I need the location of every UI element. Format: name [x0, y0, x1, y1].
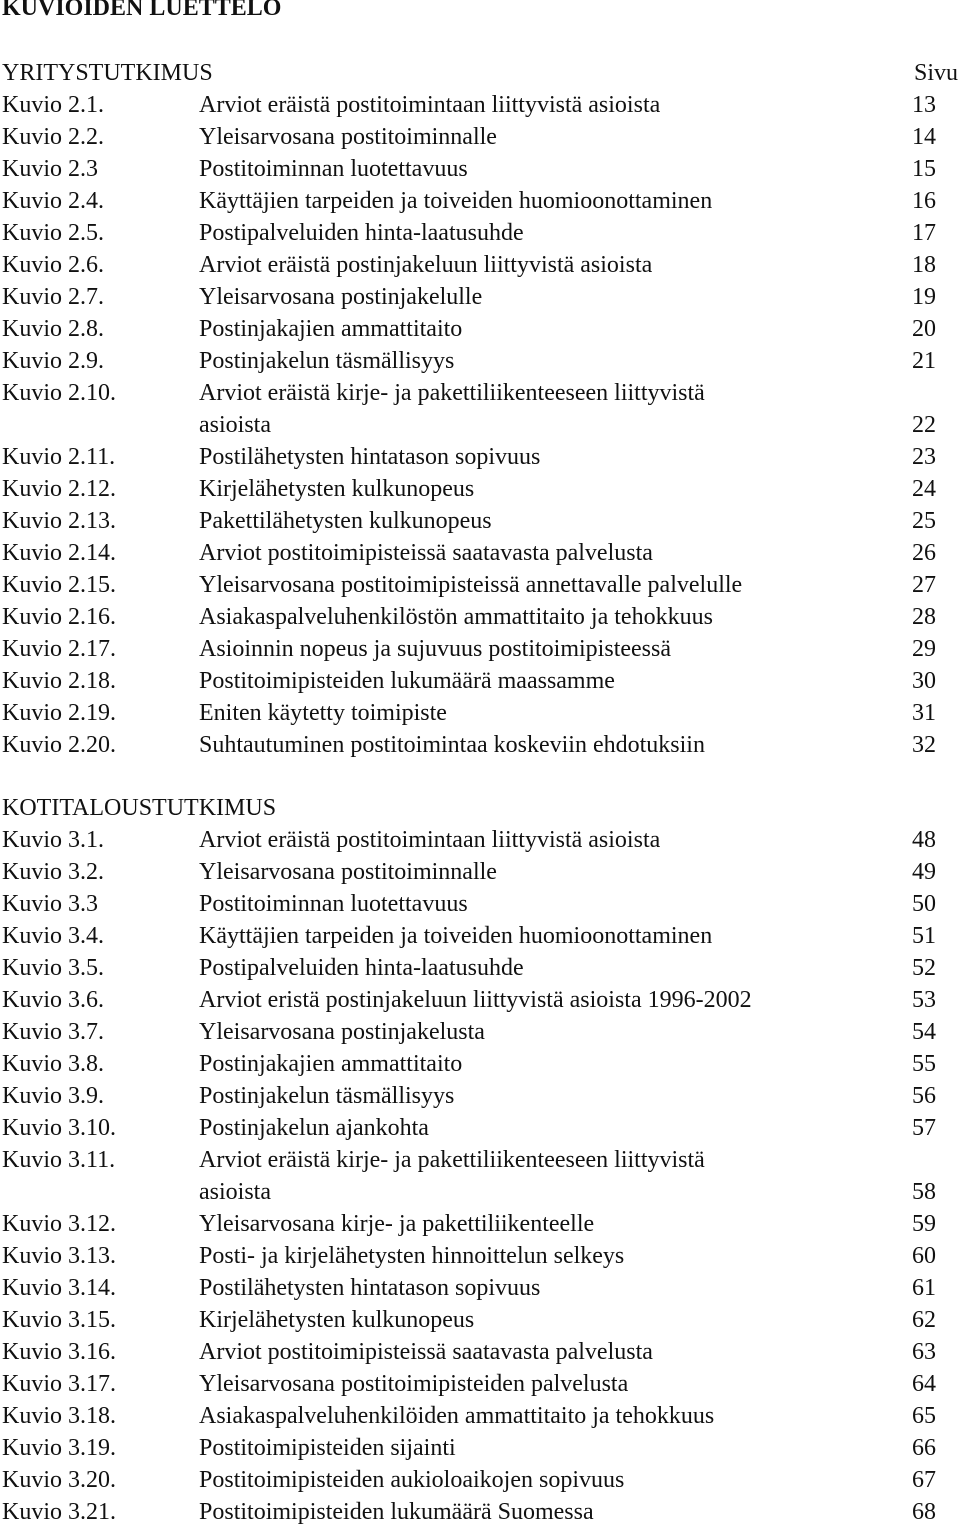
figure-caption: Käyttäjien tarpeiden ja toiveiden huomioonottaminen — [199, 188, 713, 214]
list-item — [0, 920, 960, 952]
figure-label: Kuvio 2.20. — [2, 732, 116, 758]
figure-page: 57 — [912, 1115, 936, 1141]
figure-caption: Postitoimipisteiden lukumäärä maassamme — [199, 668, 615, 694]
figure-label: Kuvio 2.13. — [2, 508, 116, 534]
figure-caption: Arviot postitoimipisteissä saatavasta palvelusta — [199, 1339, 653, 1365]
figure-caption: Postitoimipisteiden sijainti — [199, 1435, 456, 1461]
section-heading: KOTITALOUSTUTKIMUS — [2, 795, 277, 821]
figure-caption: Eniten käytetty toimipiste — [199, 700, 447, 726]
figure-label: Kuvio 3.16. — [2, 1339, 116, 1365]
figure-page: 21 — [912, 348, 936, 374]
figure-page: 51 — [912, 923, 936, 949]
figure-caption: Arviot eristä postinjakeluun liittyvistä asioista 1996-2002 — [199, 987, 752, 1013]
figure-page: 53 — [912, 987, 936, 1013]
figure-page: 54 — [912, 1019, 936, 1045]
figure-caption: Suhtautuminen postitoimintaa koskeviin ehdotuksiin — [199, 732, 705, 758]
figure-caption: Postitoimipisteiden aukioloaikojen sopivuus — [199, 1467, 625, 1493]
list-item — [0, 856, 960, 888]
figure-page: 32 — [912, 732, 936, 758]
figure-caption: Postitoiminnan luotettavuus — [199, 156, 468, 182]
figure-page: 25 — [912, 508, 936, 534]
figure-label: Kuvio 2.7. — [2, 284, 104, 310]
figure-caption: Arviot eräistä postinjakeluun liittyvistä asioista — [199, 252, 653, 278]
figure-caption: Postilähetysten hintatason sopivuus — [199, 1275, 541, 1301]
figure-page: 29 — [912, 636, 936, 662]
figure-label: Kuvio 3.8. — [2, 1051, 104, 1077]
figure-label: Kuvio 3.2. — [2, 859, 104, 885]
figure-label: Kuvio 2.4. — [2, 188, 104, 214]
list-item — [0, 185, 960, 217]
list-item — [0, 153, 960, 185]
figure-page: 64 — [912, 1371, 936, 1397]
figure-page: 27 — [912, 572, 936, 598]
figure-label: Kuvio 3.5. — [2, 955, 104, 981]
list-item — [0, 824, 960, 856]
figure-label: Kuvio 3.15. — [2, 1307, 116, 1333]
figure-label: Kuvio 2.18. — [2, 668, 116, 694]
figure-caption: Postinjakelun täsmällisyys — [199, 348, 455, 374]
figure-caption: Käyttäjien tarpeiden ja toiveiden huomioonottaminen — [199, 923, 713, 949]
figure-page: 60 — [912, 1243, 936, 1269]
figure-label: Kuvio 3.7. — [2, 1019, 104, 1045]
figure-caption: Asiakaspalveluhenkilöiden ammattitaito ja tehokkuus — [199, 1403, 715, 1429]
figure-page: 58 — [912, 1179, 936, 1205]
list-item — [0, 505, 960, 537]
figure-page: 15 — [912, 156, 936, 182]
figure-caption: Yleisarvosana postinjakelulle — [199, 284, 483, 310]
figure-caption: Kirjelähetysten kulkunopeus — [199, 476, 475, 502]
figure-label: Kuvio 2.14. — [2, 540, 116, 566]
figure-caption: Arviot eräistä postitoimintaan liittyvistä asioista — [199, 92, 661, 118]
figure-page: 23 — [912, 444, 936, 470]
figure-label: Kuvio 3.10. — [2, 1115, 116, 1141]
page-column-header: Sivu — [913, 60, 958, 86]
figure-page: 30 — [912, 668, 936, 694]
figure-page: 65 — [912, 1403, 936, 1429]
list-item — [0, 1496, 960, 1528]
figure-label: Kuvio 3.13. — [2, 1243, 116, 1269]
figure-label: Kuvio 2.17. — [2, 636, 116, 662]
list-item — [0, 665, 960, 697]
list-item — [0, 217, 960, 249]
list-item — [0, 377, 960, 409]
figure-caption: Postitoiminnan luotettavuus — [199, 891, 468, 917]
figure-caption: Arviot eräistä kirje- ja pakettiliikenteeseen liittyvistä — [199, 1147, 705, 1173]
figure-page: 13 — [912, 92, 936, 118]
figure-page: 22 — [912, 412, 936, 438]
figure-caption: Postinjakelun ajankohta — [199, 1115, 429, 1141]
list-item — [0, 1336, 960, 1368]
figure-page: 50 — [912, 891, 936, 917]
figure-page: 14 — [912, 124, 936, 150]
figure-caption: Yleisarvosana postitoimipisteissä annettavalle palvelulle — [199, 572, 743, 598]
list-item — [0, 1048, 960, 1080]
list-item — [0, 601, 960, 633]
figure-caption: Kirjelähetysten kulkunopeus — [199, 1307, 475, 1333]
figure-page: 28 — [912, 604, 936, 630]
figure-label: Kuvio 2.8. — [2, 316, 104, 342]
list-item — [0, 121, 960, 153]
figure-page: 49 — [912, 859, 936, 885]
figure-caption-continuation: asioista — [199, 1179, 271, 1205]
figure-page: 55 — [912, 1051, 936, 1077]
list-item — [0, 281, 960, 313]
list-item — [0, 633, 960, 665]
list-item — [0, 1432, 960, 1464]
list-item — [0, 984, 960, 1016]
figure-caption: Postipalveluiden hinta-laatusuhde — [199, 955, 524, 981]
list-item — [0, 537, 960, 569]
figure-caption: Postilähetysten hintatason sopivuus — [199, 444, 541, 470]
figure-label: Kuvio 2.15. — [2, 572, 116, 598]
figure-caption-continuation: asioista — [199, 412, 271, 438]
list-item — [0, 89, 960, 121]
figure-page: 16 — [912, 188, 936, 214]
figure-page: 20 — [912, 316, 936, 342]
figure-page: 61 — [912, 1275, 936, 1301]
list-item — [0, 1144, 960, 1176]
figure-label: Kuvio 3.21. — [2, 1499, 116, 1525]
figure-caption: Arviot eräistä postitoimintaan liittyvistä asioista — [199, 827, 661, 853]
section-header-row — [0, 57, 960, 89]
list-item — [0, 1400, 960, 1432]
figure-caption: Yleisarvosana kirje- ja pakettiliikenteelle — [199, 1211, 595, 1237]
figure-page: 52 — [912, 955, 936, 981]
figure-label: Kuvio 2.12. — [2, 476, 116, 502]
figure-caption: Yleisarvosana postitoiminnalle — [199, 859, 497, 885]
figure-page: 31 — [912, 700, 936, 726]
figure-label: Kuvio 3.12. — [2, 1211, 116, 1237]
list-item — [0, 1272, 960, 1304]
figure-label: Kuvio 3.19. — [2, 1435, 116, 1461]
figure-label: Kuvio 3.4. — [2, 923, 104, 949]
figure-label: Kuvio 2.16. — [2, 604, 116, 630]
list-item — [0, 1464, 960, 1496]
figure-label: Kuvio 2.10. — [2, 380, 116, 406]
figure-page: 19 — [912, 284, 936, 310]
list-item — [0, 1016, 960, 1048]
list-item — [0, 697, 960, 729]
figure-label: Kuvio 3.9. — [2, 1083, 104, 1109]
figure-caption: Asiakaspalveluhenkilöstön ammattitaito ja tehokkuus — [199, 604, 713, 630]
list-item — [0, 441, 960, 473]
figure-page: 17 — [912, 220, 936, 246]
figure-label: Kuvio 3.18. — [2, 1403, 116, 1429]
section-header-row — [0, 792, 960, 824]
figure-caption: Postitoimipisteiden lukumäärä Suomessa — [199, 1499, 594, 1525]
figure-page: 66 — [912, 1435, 936, 1461]
figure-caption: Postipalveluiden hinta-laatusuhde — [199, 220, 524, 246]
figure-caption: Yleisarvosana postitoimipisteiden palvelusta — [199, 1371, 629, 1397]
figure-caption: Postinjakajien ammattitaito — [199, 316, 463, 342]
figure-label: Kuvio 2.3 — [2, 156, 98, 182]
list-item — [0, 313, 960, 345]
figure-caption: Pakettilähetysten kulkunopeus — [199, 508, 492, 534]
figure-page: 63 — [912, 1339, 936, 1365]
figure-caption: Arviot postitoimipisteissä saatavasta palvelusta — [199, 540, 653, 566]
figure-label: Kuvio 2.6. — [2, 252, 104, 278]
list-item-continuation — [0, 1176, 960, 1208]
figure-label: Kuvio 2.11. — [2, 444, 116, 470]
list-item — [0, 1112, 960, 1144]
figure-page: 18 — [912, 252, 936, 278]
figure-label: Kuvio 3.1. — [2, 827, 104, 853]
list-item-continuation — [0, 409, 960, 441]
list-item — [0, 1208, 960, 1240]
figure-page: 68 — [912, 1499, 936, 1525]
list-item — [0, 729, 960, 761]
figure-label: Kuvio 3.14. — [2, 1275, 116, 1301]
figure-label: Kuvio 3.6. — [2, 987, 104, 1013]
list-item — [0, 1368, 960, 1400]
figure-label: Kuvio 2.9. — [2, 348, 104, 374]
figure-caption: Yleisarvosana postitoiminnalle — [199, 124, 497, 150]
figure-label: Kuvio 3.3 — [2, 891, 98, 917]
figure-page: 67 — [912, 1467, 936, 1493]
figure-label: Kuvio 2.1. — [2, 92, 104, 118]
figure-label: Kuvio 2.19. — [2, 700, 116, 726]
list-item — [0, 249, 960, 281]
list-item — [0, 952, 960, 984]
figure-caption: Posti- ja kirjelähetysten hinnoittelun selkeys — [199, 1243, 625, 1269]
figure-label: Kuvio 3.17. — [2, 1371, 116, 1397]
figure-caption: Arviot eräistä kirje- ja pakettiliikenteeseen liittyvistä — [199, 380, 705, 406]
figure-page: 26 — [912, 540, 936, 566]
list-item — [0, 569, 960, 601]
figure-page: 24 — [912, 476, 936, 502]
figure-page: 59 — [912, 1211, 936, 1237]
list-item — [0, 345, 960, 377]
figure-label: Kuvio 3.20. — [2, 1467, 116, 1493]
list-item — [0, 888, 960, 920]
figure-label: Kuvio 3.11. — [2, 1147, 116, 1173]
figure-page: 48 — [912, 827, 936, 853]
section-heading: YRITYSTUTKIMUS — [2, 60, 213, 86]
list-item — [0, 1304, 960, 1336]
document-title: KUVIOIDEN LUETTELO — [2, 0, 282, 21]
list-item — [0, 473, 960, 505]
figure-page: 62 — [912, 1307, 936, 1333]
figure-label: Kuvio 2.5. — [2, 220, 104, 246]
figure-caption: Postinjakajien ammattitaito — [199, 1051, 463, 1077]
figure-caption: Asioinnin nopeus ja sujuvuus postitoimipisteessä — [199, 636, 671, 662]
list-item — [0, 1240, 960, 1272]
figure-caption: Yleisarvosana postinjakelusta — [199, 1019, 485, 1045]
list-item — [0, 1080, 960, 1112]
figure-page: 56 — [912, 1083, 936, 1109]
figure-label: Kuvio 2.2. — [2, 124, 104, 150]
figure-caption: Postinjakelun täsmällisyys — [199, 1083, 455, 1109]
